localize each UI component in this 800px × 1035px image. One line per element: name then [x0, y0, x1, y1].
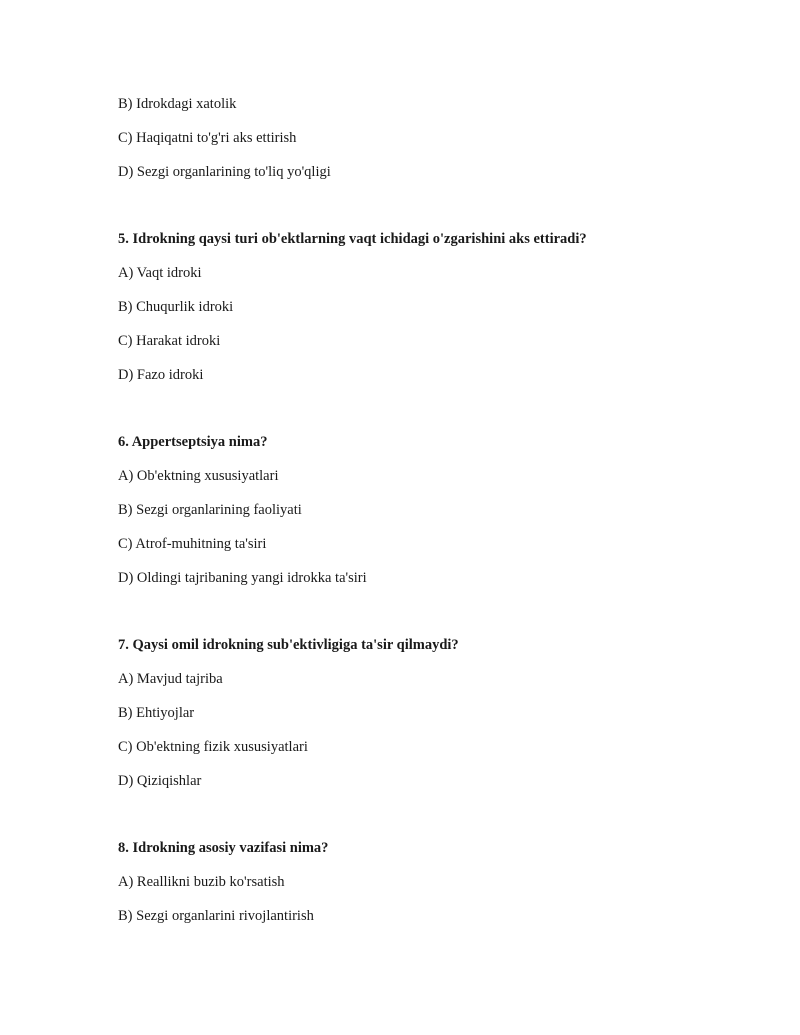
question-heading: 6. Appertseptsiya nima? [118, 434, 268, 450]
option-line: C) Atrof-muhitning ta'siri [118, 536, 267, 552]
option-line: D) Fazo idroki [118, 367, 204, 383]
option-line: C) Harakat idroki [118, 333, 221, 349]
option-line: A) Ob'ektning xususiyatlari [118, 468, 279, 484]
option-line: B) Sezgi organlarining faoliyati [118, 502, 302, 518]
option-line: B) Sezgi organlarini rivojlantirish [118, 908, 314, 924]
option-line: C) Haqiqatni to'g'ri aks ettirish [118, 130, 297, 146]
option-line: D) Sezgi organlarining to'liq yo'qligi [118, 164, 331, 180]
question-heading: 7. Qaysi omil idrokning sub'ektivligiga ta'sir qilmaydi? [118, 637, 459, 653]
option-line: B) Chuqurlik idroki [118, 299, 234, 315]
question-heading: 5. Idrokning qaysi turi ob'ektlarning vaqt ichidagi o'zgarishini aks ettiradi? [118, 231, 587, 247]
question-heading: 8. Idrokning asosiy vazifasi nima? [118, 840, 329, 856]
option-line: C) Ob'ektning fizik xususiyatlari [118, 739, 308, 755]
option-line: A) Mavjud tajriba [118, 671, 223, 687]
option-line: B) Ehtiyojlar [118, 705, 195, 721]
option-line: A) Reallikni buzib ko'rsatish [118, 874, 285, 890]
option-line: D) Oldingi tajribaning yangi idrokka ta'siri [118, 570, 367, 586]
option-line: B) Idrokdagi xatolik [118, 96, 237, 112]
option-line: D) Qiziqishlar [118, 773, 202, 789]
option-line: A) Vaqt idroki [118, 265, 202, 281]
